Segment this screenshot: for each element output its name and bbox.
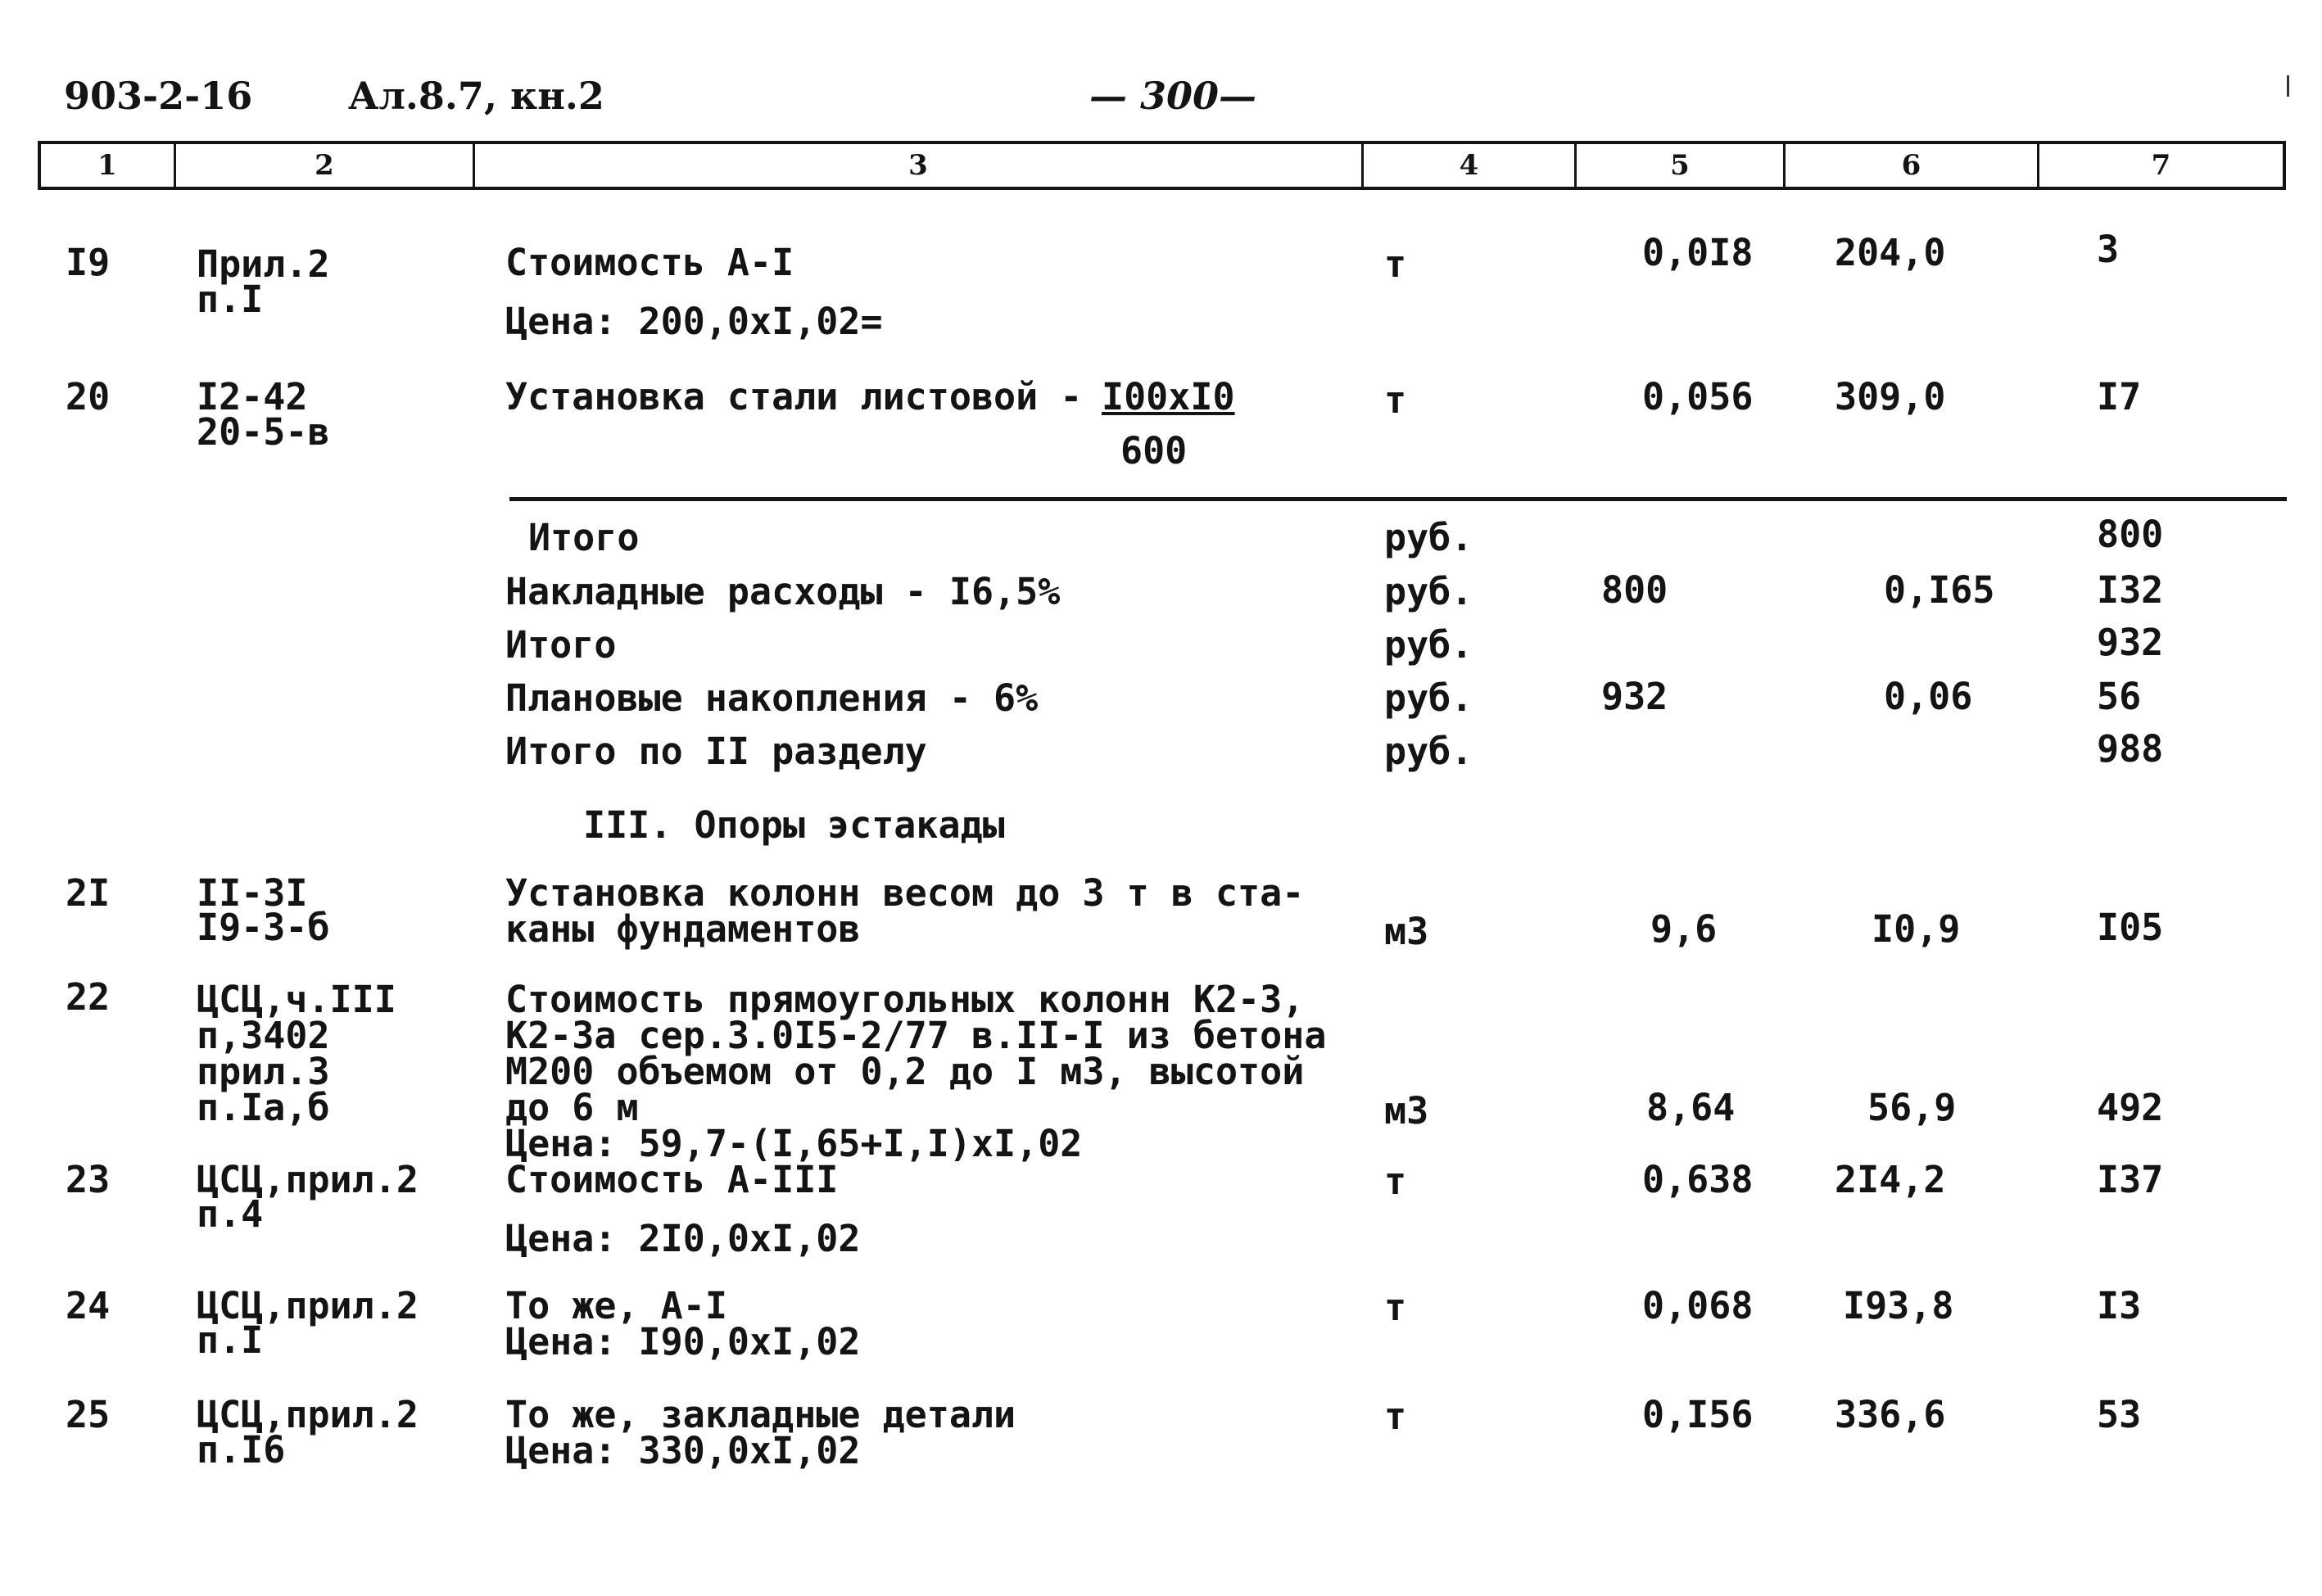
- row-total: I37: [2097, 1158, 2164, 1201]
- summary-label: Итого: [528, 516, 640, 559]
- row-total: I7: [2097, 375, 2142, 418]
- column-header: 2: [176, 144, 475, 187]
- row-unit-price: 56,9: [1867, 1086, 1957, 1129]
- row-number: 25: [66, 1393, 111, 1436]
- row-price-formula: Цена: 330,0хI,02: [505, 1429, 861, 1472]
- divider-line: [509, 497, 2287, 501]
- row-number: I9: [66, 241, 111, 284]
- row-unit: т: [1384, 1286, 1407, 1329]
- album-reference: Ал.8.7, кн.2: [348, 74, 604, 118]
- row-unit-price: 309,0: [1835, 375, 1946, 418]
- row-unit: т: [1384, 378, 1407, 422]
- row-reference: ЦСЦ,прил.2: [197, 1393, 419, 1436]
- row-description: Установка колонн весом до 3 т в ста-: [505, 871, 1305, 915]
- column-header: 5: [1577, 144, 1786, 187]
- summary-base: 800: [1601, 568, 1668, 612]
- summary-label: Плановые накопления - 6%: [505, 676, 1039, 720]
- row-reference: 20-5-в: [197, 410, 330, 454]
- summary-label: Итого по II разделу: [505, 730, 927, 773]
- row-reference: п.4: [197, 1192, 264, 1236]
- row-quantity: 8,64: [1646, 1086, 1736, 1129]
- row-unit: т: [1384, 1395, 1407, 1438]
- row-reference: п.I: [197, 278, 264, 321]
- fraction-denominator: 600: [1120, 429, 1188, 472]
- summary-total: 800: [2097, 513, 2164, 556]
- summary-total: 56: [2097, 675, 2142, 718]
- row-price-formula: Цена: 59,7-(I,65+I,I)хI,02: [505, 1122, 1083, 1165]
- row-unit-price: I93,8: [1843, 1284, 1954, 1327]
- summary-total: I32: [2097, 568, 2164, 612]
- row-description: К2-3а сер.3.0I5-2/77 в.II-I из бетона: [505, 1014, 1327, 1057]
- summary-rate: 0,I65: [1884, 568, 1995, 612]
- row-quantity: 0,638: [1642, 1158, 1754, 1201]
- column-header: 7: [2151, 149, 2171, 182]
- row-unit-price: 2I4,2: [1835, 1158, 1946, 1201]
- row-description: до 6 м: [505, 1086, 639, 1129]
- row-description: То же, А-I: [505, 1284, 727, 1327]
- summary-total: 988: [2097, 727, 2164, 771]
- row-quantity: 0,056: [1642, 375, 1754, 418]
- row-description: Стоимость А-III: [505, 1158, 839, 1201]
- summary-unit: руб.: [1384, 623, 1473, 667]
- section-heading: III. Опоры эстакады: [583, 803, 1005, 847]
- row-reference: Прил.2: [197, 242, 330, 286]
- row-description: Стоимость прямоугольных колонн К2-3,: [505, 978, 1305, 1021]
- row-quantity: 0,0I8: [1642, 231, 1754, 274]
- row-unit-price: I0,9: [1872, 907, 1961, 951]
- row-total: 53: [2097, 1393, 2142, 1436]
- row-unit: м3: [1384, 1089, 1429, 1133]
- summary-unit: руб.: [1384, 570, 1473, 613]
- row-quantity: 0,068: [1642, 1284, 1754, 1327]
- summary-rate: 0,06: [1884, 675, 1973, 718]
- row-price-formula: Цена: 200,0хI,02=: [505, 300, 883, 343]
- row-reference: п,3402: [197, 1014, 330, 1057]
- summary-unit: руб.: [1384, 516, 1473, 559]
- row-description: М200 объемом от 0,2 до I м3, высотой: [505, 1050, 1305, 1093]
- row-reference: I9-3-б: [197, 906, 330, 949]
- row-reference: ЦСЦ,прил.2: [197, 1158, 419, 1201]
- row-price-formula: Цена: 2I0,0хI,02: [505, 1217, 861, 1260]
- column-header: 6: [1786, 144, 2039, 187]
- row-description: каны фундаментов: [505, 907, 861, 951]
- page-number: — 300—: [1089, 74, 1257, 118]
- row-unit-price: 204,0: [1835, 231, 1946, 274]
- row-number: 22: [66, 975, 111, 1019]
- row-reference: п.I6: [197, 1428, 286, 1472]
- row-total: I3: [2097, 1284, 2142, 1327]
- row-reference: ЦСЦ,прил.2: [197, 1284, 419, 1327]
- column-header: 1: [41, 144, 176, 187]
- corner-mark: [2282, 75, 2289, 97]
- row-reference: I2-42: [197, 375, 308, 418]
- row-reference: ЦСЦ,ч.III: [197, 978, 396, 1021]
- fraction-numerator: I00хI0: [1102, 375, 1235, 418]
- row-unit-price: 336,6: [1835, 1393, 1946, 1436]
- row-description: Стоимость А-I: [505, 241, 794, 284]
- column-header-row: [38, 141, 2286, 190]
- row-unit: т: [1384, 1160, 1407, 1203]
- summary-unit: руб.: [1384, 676, 1473, 720]
- row-reference: II-3I: [197, 871, 308, 915]
- column-header: 3: [475, 144, 1364, 187]
- row-description: Установка стали листовой -: [505, 375, 1083, 418]
- row-total: 3: [2097, 228, 2120, 271]
- document-code: 903-2-16: [64, 74, 253, 118]
- row-unit: м3: [1384, 910, 1429, 953]
- row-number: 20: [66, 375, 111, 418]
- row-unit: т: [1384, 242, 1407, 286]
- row-price-formula: Цена: I90,0хI,02: [505, 1320, 861, 1363]
- column-header: 4: [1364, 144, 1577, 187]
- row-total: 492: [2097, 1086, 2164, 1129]
- row-quantity: 9,6: [1650, 907, 1718, 951]
- summary-base: 932: [1601, 675, 1668, 718]
- row-description: То же, закладные детали: [505, 1393, 1016, 1436]
- row-quantity: 0,I56: [1642, 1393, 1754, 1436]
- row-number: 2I: [66, 871, 111, 915]
- row-number: 24: [66, 1284, 111, 1327]
- row-total: I05: [2097, 906, 2164, 949]
- row-number: 23: [66, 1158, 111, 1201]
- row-reference: п.I: [197, 1318, 264, 1362]
- summary-label: Итого: [505, 623, 617, 667]
- summary-label: Накладные расходы - I6,5%: [505, 570, 1061, 613]
- summary-total: 932: [2097, 621, 2164, 664]
- summary-unit: руб.: [1384, 730, 1473, 773]
- row-reference: п.Iа,б: [197, 1086, 330, 1129]
- row-reference: прил.3: [197, 1050, 330, 1093]
